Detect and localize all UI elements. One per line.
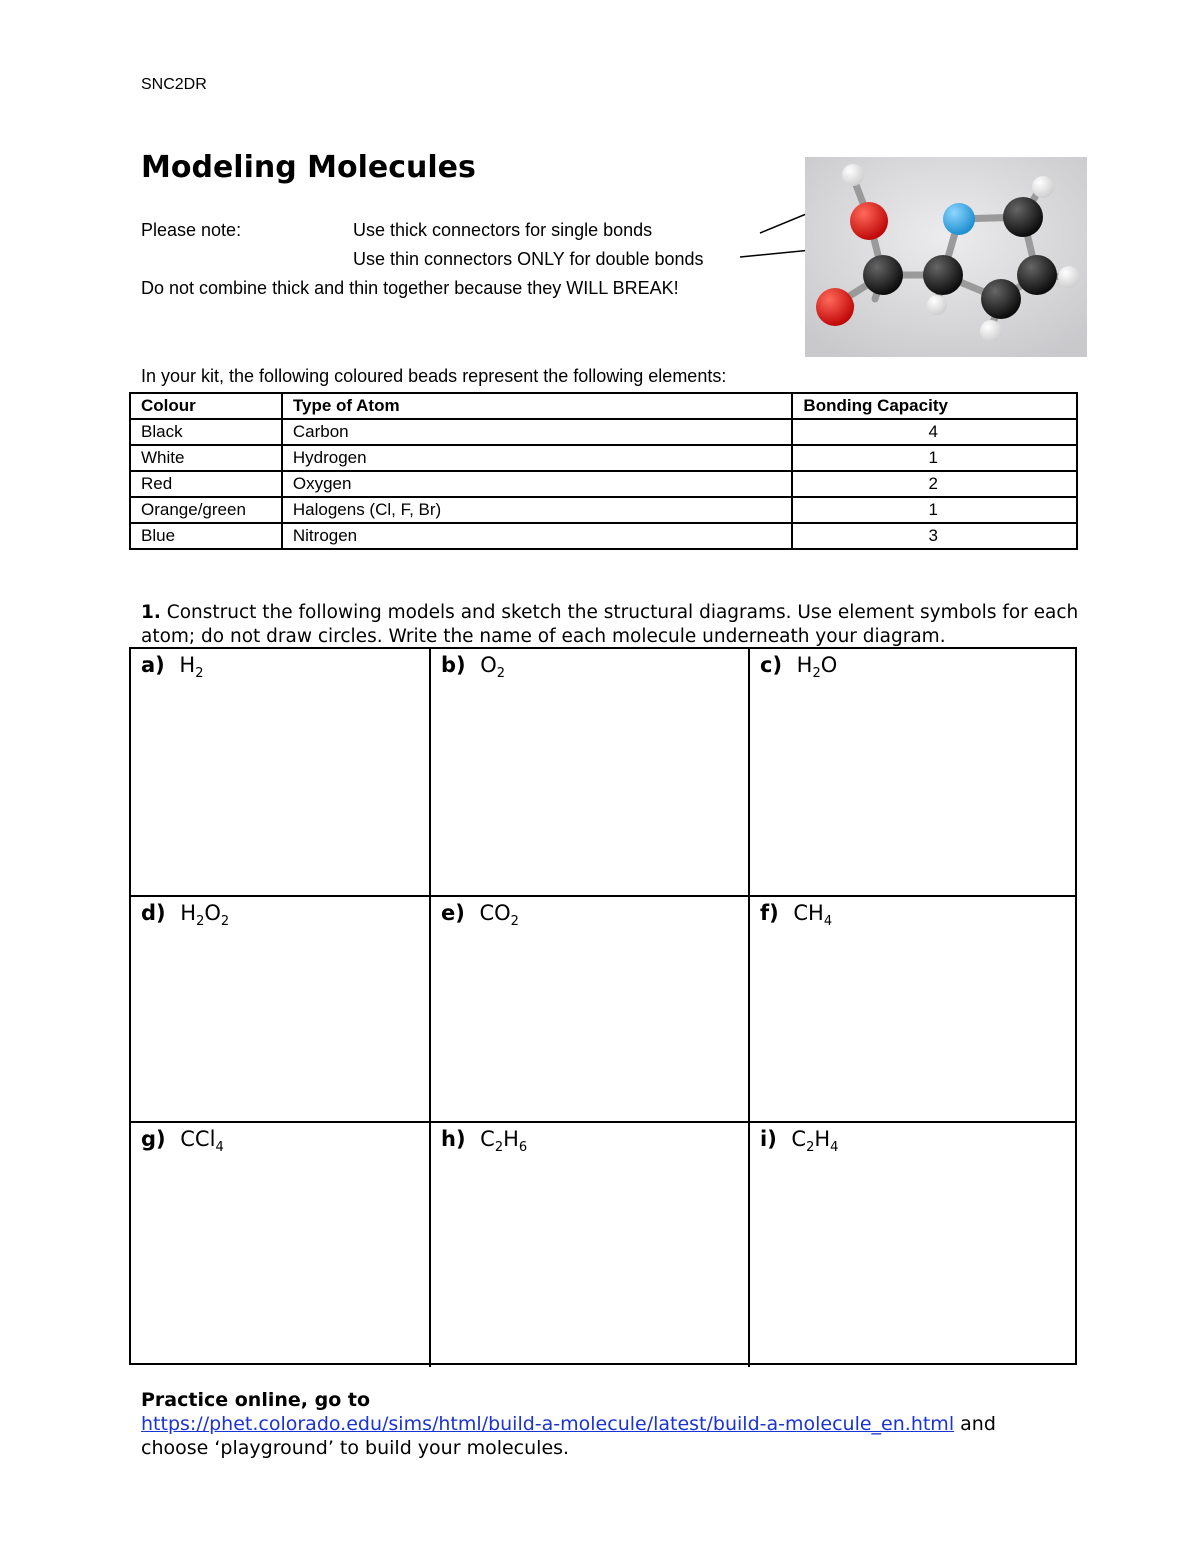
table-row xyxy=(130,419,1077,445)
sketch-cell[interactable] xyxy=(750,1123,1075,1367)
note-single-bonds: Use thick connectors for single bonds xyxy=(353,220,653,240)
sketch-cell[interactable] xyxy=(131,649,431,897)
table-row xyxy=(130,523,1077,549)
note-warning: Do not combine thick and thin together because they WILL BREAK! xyxy=(141,278,679,298)
practice-heading: Practice online, go to xyxy=(141,1389,370,1411)
molecule-formula: $CO_2$ xyxy=(479,901,519,930)
molecule-label xyxy=(141,901,229,929)
cell-capacity: 1 xyxy=(792,497,1077,523)
molecule-label xyxy=(760,1127,838,1155)
cell-colour: Blue xyxy=(130,523,282,549)
sketch-cell[interactable] xyxy=(750,897,1075,1123)
cell-capacity: 1 xyxy=(792,445,1077,471)
cell-colour: White xyxy=(130,445,282,471)
header-colour: Colour xyxy=(130,393,282,419)
cell-capacity: 2 xyxy=(792,471,1077,497)
sketch-cell[interactable] xyxy=(431,649,750,897)
table-row xyxy=(130,471,1077,497)
molecule-letter: e) xyxy=(441,901,480,925)
table-header-row xyxy=(130,393,1077,419)
sketch-cell[interactable] xyxy=(131,897,431,1123)
cell-capacity: 4 xyxy=(792,419,1077,445)
question-1 xyxy=(141,601,1087,649)
molecule-formula: $CH_4$ xyxy=(793,901,833,930)
molecule-formula: $C_2H_6$ xyxy=(480,1127,528,1156)
course-code: SNC2DR xyxy=(141,76,207,93)
cell-atom: Oxygen xyxy=(282,471,793,497)
molecule-letter: h) xyxy=(441,1127,481,1151)
molecule-label xyxy=(441,1127,527,1155)
kit-intro: In your kit, the following coloured beads represent the following elements: xyxy=(141,366,727,386)
question-number: 1. xyxy=(141,602,161,623)
sketch-cell[interactable] xyxy=(431,1123,750,1367)
cell-atom: Nitrogen xyxy=(282,523,793,549)
atom-table xyxy=(129,392,1078,550)
molecule-label xyxy=(141,1127,224,1155)
molecule-letter: d) xyxy=(141,901,181,925)
molecule-label xyxy=(141,653,203,681)
molecule-letter: i) xyxy=(760,1127,792,1151)
page-title: Modeling Molecules xyxy=(141,150,476,185)
molecule-formula: $O_2$ xyxy=(480,653,506,682)
molecule-model-photo xyxy=(805,157,1087,357)
molecule-letter: f) xyxy=(760,901,794,925)
header-type-of-atom: Type of Atom xyxy=(282,393,793,419)
molecule-label xyxy=(441,653,505,681)
molecule-letter: a) xyxy=(141,653,180,677)
note-label: Please note: xyxy=(141,220,242,240)
molecule-letter: g) xyxy=(141,1127,181,1151)
sketch-cell[interactable] xyxy=(431,897,750,1123)
cell-colour: Orange/green xyxy=(130,497,282,523)
molecule-letter: c) xyxy=(760,653,797,677)
cell-colour: Red xyxy=(130,471,282,497)
molecule-formula: $H_2O_2$ xyxy=(180,901,230,930)
cell-atom: Hydrogen xyxy=(282,445,793,471)
cell-capacity: 3 xyxy=(792,523,1077,549)
note-double-bonds: Use thin connectors ONLY for double bonds xyxy=(353,249,704,269)
practice-and: and xyxy=(954,1413,996,1435)
table-row xyxy=(130,445,1077,471)
molecule-letter: b) xyxy=(441,653,481,677)
question-text: Construct the following models and sketch the structural diagrams. Use element symbols for each atom; do not draw circles. Write the name of each molecule underneath your diagram. xyxy=(141,602,1079,647)
practice-instruction: choose ‘playground’ to build your molecules. xyxy=(141,1437,570,1459)
phet-link[interactable]: https://phet.colorado.edu/sims/html/build-a-molecule/latest/build-a-molecule_en.html xyxy=(141,1413,955,1435)
molecule-formula: $H_2O$ xyxy=(796,653,838,682)
molecule-label xyxy=(760,653,837,681)
practice-section xyxy=(141,1388,996,1460)
molecule-formula: $H_2$ xyxy=(179,653,204,682)
molecule-formula: CCl$_4$ xyxy=(180,1127,224,1156)
sketch-grid xyxy=(129,647,1077,1365)
header-bonding-capacity: Bonding Capacity xyxy=(792,393,1077,419)
cell-colour: Black xyxy=(130,419,282,445)
cell-atom: Carbon xyxy=(282,419,793,445)
molecule-label xyxy=(760,901,832,929)
molecule-formula: $C_2H_4$ xyxy=(791,1127,839,1156)
cell-atom: Halogens (Cl, F, Br) xyxy=(282,497,793,523)
table-row xyxy=(130,497,1077,523)
practice-link-line xyxy=(141,1412,996,1436)
molecule-label xyxy=(441,901,519,929)
sketch-cell[interactable] xyxy=(131,1123,431,1367)
sketch-cell[interactable] xyxy=(750,649,1075,897)
